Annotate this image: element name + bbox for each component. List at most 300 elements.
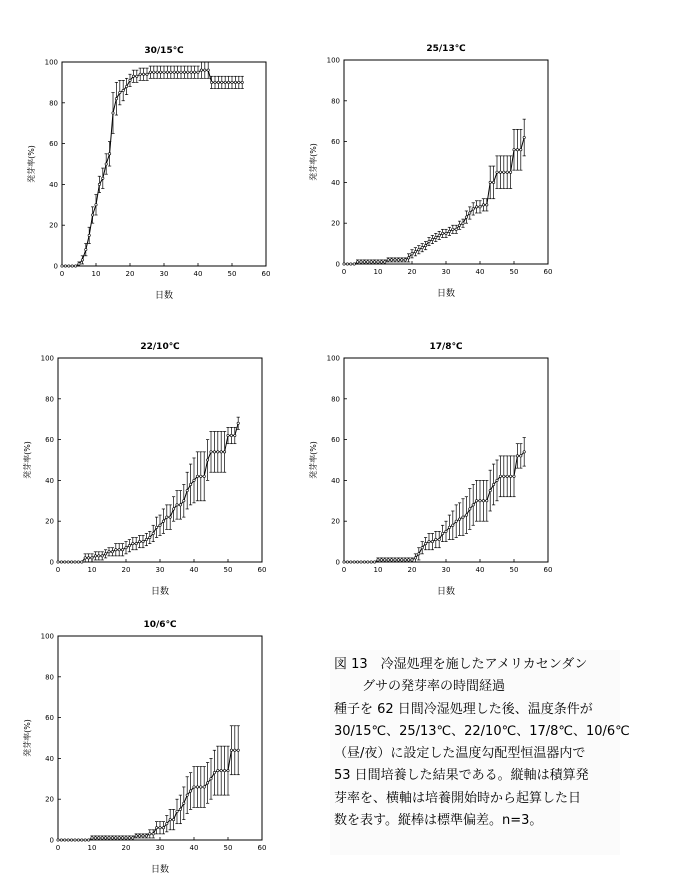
data-point	[217, 81, 219, 83]
data-point	[186, 794, 188, 796]
y-tick-label: 60	[49, 140, 58, 149]
data-point	[108, 153, 110, 155]
data-point	[523, 451, 525, 453]
x-tick-label: 10	[373, 566, 383, 574]
y-axis-label: 発芽率(%)	[23, 441, 32, 479]
x-tick-label: 30	[441, 268, 451, 276]
data-point	[162, 827, 164, 829]
data-point	[145, 538, 147, 540]
data-point	[455, 520, 457, 522]
data-point	[217, 769, 219, 771]
data-point	[70, 561, 72, 563]
data-point	[108, 551, 110, 553]
data-point	[227, 434, 229, 436]
data-point	[88, 234, 90, 236]
data-point	[87, 839, 89, 841]
data-point	[136, 75, 138, 77]
data-point	[60, 561, 62, 563]
data-point	[523, 136, 525, 138]
data-point	[132, 837, 134, 839]
chart-title: 30/15℃	[144, 46, 184, 56]
data-point	[227, 81, 229, 83]
x-tick-label: 10	[373, 268, 383, 276]
data-point	[176, 504, 178, 506]
data-point	[397, 259, 399, 261]
data-point	[520, 149, 522, 151]
x-axis-label: 日数	[150, 865, 170, 875]
data-point	[153, 71, 155, 73]
caption-body-line3: （昼/夜）に設定した温度勾配型恒温器内で	[334, 746, 586, 762]
data-point	[452, 228, 454, 230]
data-point	[458, 224, 460, 226]
data-point	[377, 559, 379, 561]
data-point	[129, 79, 131, 81]
data-point	[125, 85, 127, 87]
data-point	[496, 479, 498, 481]
data-point	[122, 89, 124, 91]
data-point	[448, 230, 450, 232]
data-point	[190, 71, 192, 73]
caption-body-line1: 種子を 62 日間冷湿処理した後、温度条件が	[334, 701, 593, 717]
caption-body-line2: 30/15℃、25/13℃、22/10℃、17/8℃、10/6℃	[334, 723, 630, 739]
data-point	[102, 177, 104, 179]
data-point	[221, 81, 223, 83]
data-point	[91, 837, 93, 839]
data-point	[370, 261, 372, 263]
data-point	[61, 265, 63, 267]
x-tick-label: 60	[257, 844, 267, 852]
data-point	[367, 261, 369, 263]
y-tick-label: 40	[49, 180, 58, 189]
data-point	[438, 234, 440, 236]
x-tick-label: 10	[91, 270, 101, 278]
data-point	[223, 451, 225, 453]
data-point	[81, 839, 83, 841]
data-point	[193, 71, 195, 73]
data-point	[238, 81, 240, 83]
data-point	[414, 251, 416, 253]
data-point	[363, 561, 365, 563]
data-point	[404, 259, 406, 261]
data-point	[516, 455, 518, 457]
data-point	[404, 559, 406, 561]
x-tick-label: 20	[121, 566, 131, 574]
data-point	[159, 827, 161, 829]
data-point	[210, 778, 212, 780]
chart-panel-25-13	[302, 36, 562, 316]
y-tick-label: 80	[331, 97, 340, 106]
data-point	[176, 71, 178, 73]
chart-title: 17/8℃	[429, 342, 463, 352]
data-point	[424, 542, 426, 544]
data-point	[387, 259, 389, 261]
data-point	[142, 835, 144, 837]
x-tick-label: 60	[543, 268, 553, 276]
data-point	[186, 489, 188, 491]
data-point	[125, 837, 127, 839]
x-tick-label: 20	[121, 844, 131, 852]
x-tick-label: 20	[407, 566, 417, 574]
data-point	[206, 459, 208, 461]
chart-svg	[16, 612, 276, 892]
data-point	[159, 71, 161, 73]
data-point	[204, 69, 206, 71]
caption-body-line5: 芽率を、横軸は培養開始時から起算した日	[334, 790, 582, 806]
y-tick-label: 60	[331, 436, 340, 445]
data-point	[121, 549, 123, 551]
data-point	[108, 837, 110, 839]
data-point	[214, 81, 216, 83]
data-point	[139, 73, 141, 75]
data-point	[156, 71, 158, 73]
data-point	[152, 532, 154, 534]
data-point	[71, 265, 73, 267]
data-point	[115, 98, 117, 100]
caption-title-line1: 図 13 冷湿処理を施したアメリカセンダン	[334, 657, 588, 672]
data-point	[180, 71, 182, 73]
x-tick-label: 40	[189, 844, 199, 852]
data-point	[234, 749, 236, 751]
y-tick-label: 20	[49, 221, 58, 230]
x-tick-label: 0	[341, 268, 347, 276]
y-axis-label: 発芽率(%)	[23, 719, 32, 757]
data-point	[172, 818, 174, 820]
data-point	[169, 818, 171, 820]
data-point	[346, 263, 348, 265]
data-point	[411, 253, 413, 255]
data-point	[112, 112, 114, 114]
data-point	[87, 557, 89, 559]
data-point	[200, 69, 202, 71]
x-tick-label: 40	[475, 268, 485, 276]
data-point	[217, 451, 219, 453]
chart-svg	[16, 334, 276, 614]
x-tick-label: 30	[441, 566, 451, 574]
data-point	[145, 835, 147, 837]
data-point	[77, 561, 79, 563]
data-point	[509, 475, 511, 477]
data-point	[166, 822, 168, 824]
data-point	[343, 561, 345, 563]
data-point	[183, 500, 185, 502]
x-tick-label: 60	[261, 270, 271, 278]
data-point	[373, 561, 375, 563]
data-point	[482, 500, 484, 502]
x-tick-label: 30	[155, 566, 165, 574]
data-point	[149, 536, 151, 538]
y-tick-label: 40	[45, 754, 54, 763]
caption-body-line6: 数を表す。縦棒は標準偏差。n=3。	[334, 813, 543, 829]
data-point	[431, 238, 433, 240]
y-tick-label: 80	[45, 673, 54, 682]
x-tick-label: 0	[341, 566, 347, 574]
y-tick-label: 40	[331, 476, 340, 485]
data-point	[196, 786, 198, 788]
data-point	[479, 206, 481, 208]
y-tick-label: 40	[331, 178, 340, 187]
x-tick-label: 50	[509, 566, 519, 574]
data-point	[390, 259, 392, 261]
data-point	[475, 500, 477, 502]
data-point	[356, 261, 358, 263]
data-point	[230, 434, 232, 436]
data-point	[77, 839, 79, 841]
data-point	[166, 71, 168, 73]
data-point	[159, 524, 161, 526]
plot-frame	[62, 62, 266, 266]
y-tick-label: 100	[326, 354, 340, 363]
data-point	[197, 71, 199, 73]
data-point	[152, 833, 154, 835]
data-point	[499, 475, 501, 477]
data-point	[438, 538, 440, 540]
y-tick-label: 20	[45, 795, 54, 804]
data-point	[465, 216, 467, 218]
data-point	[503, 171, 505, 173]
data-point	[210, 81, 212, 83]
data-point	[394, 259, 396, 261]
y-tick-label: 0	[53, 262, 58, 271]
data-point	[70, 839, 72, 841]
data-point	[472, 504, 474, 506]
data-point	[475, 206, 477, 208]
data-point	[74, 265, 76, 267]
data-point	[189, 483, 191, 485]
data-point	[81, 259, 83, 261]
data-point	[111, 837, 113, 839]
data-point	[207, 69, 209, 71]
data-point	[520, 455, 522, 457]
data-point	[445, 530, 447, 532]
data-point	[132, 75, 134, 77]
data-point	[132, 542, 134, 544]
data-point	[78, 263, 80, 265]
chart-svg	[302, 334, 562, 614]
data-point	[115, 549, 117, 551]
data-point	[203, 475, 205, 477]
data-point	[138, 540, 140, 542]
data-point	[384, 261, 386, 263]
data-point	[465, 514, 467, 516]
data-point	[407, 559, 409, 561]
data-point	[121, 837, 123, 839]
x-tick-label: 50	[227, 270, 237, 278]
data-point	[203, 786, 205, 788]
y-tick-label: 80	[45, 395, 54, 404]
data-point	[213, 451, 215, 453]
data-point	[513, 475, 515, 477]
data-point	[363, 261, 365, 263]
data-point	[85, 248, 87, 250]
y-tick-label: 100	[44, 58, 58, 67]
data-point	[67, 839, 69, 841]
data-point	[84, 557, 86, 559]
data-point	[516, 149, 518, 151]
data-point	[64, 561, 66, 563]
data-point	[486, 204, 488, 206]
chart-panel-17-8	[302, 334, 562, 614]
data-point	[223, 769, 225, 771]
data-point	[356, 561, 358, 563]
data-point	[343, 263, 345, 265]
data-point	[489, 181, 491, 183]
x-axis-label: 日数	[150, 587, 170, 597]
data-point	[64, 839, 66, 841]
data-point	[155, 526, 157, 528]
data-point	[64, 265, 66, 267]
data-point	[350, 263, 352, 265]
data-point	[492, 483, 494, 485]
y-tick-label: 20	[331, 517, 340, 526]
data-point	[489, 489, 491, 491]
data-point	[441, 532, 443, 534]
x-tick-label: 40	[189, 566, 199, 574]
data-point	[492, 181, 494, 183]
data-point	[509, 171, 511, 173]
x-tick-label: 10	[87, 844, 97, 852]
data-point	[196, 475, 198, 477]
data-point	[397, 559, 399, 561]
y-tick-label: 60	[45, 436, 54, 445]
data-point	[503, 475, 505, 477]
data-point	[115, 837, 117, 839]
data-point	[224, 81, 226, 83]
data-point	[149, 71, 151, 73]
data-point	[431, 540, 433, 542]
data-point	[401, 559, 403, 561]
data-point	[462, 222, 464, 224]
y-tick-label: 80	[49, 99, 58, 108]
x-tick-label: 50	[223, 566, 233, 574]
data-point	[506, 475, 508, 477]
data-point	[57, 839, 59, 841]
data-point	[458, 518, 460, 520]
data-point	[189, 790, 191, 792]
x-tick-label: 40	[475, 566, 485, 574]
data-point	[193, 479, 195, 481]
data-point	[387, 559, 389, 561]
data-point	[360, 561, 362, 563]
chart-svg	[20, 38, 280, 318]
data-point	[135, 542, 137, 544]
data-point	[506, 171, 508, 173]
data-point	[428, 540, 430, 542]
data-point	[227, 769, 229, 771]
data-point	[237, 749, 239, 751]
data-point	[60, 839, 62, 841]
data-point	[513, 149, 515, 151]
x-tick-label: 30	[159, 270, 169, 278]
data-point	[462, 516, 464, 518]
data-point	[237, 422, 239, 424]
x-axis-label: 日数	[154, 291, 174, 301]
data-point	[169, 516, 171, 518]
y-tick-label: 100	[40, 354, 54, 363]
data-point	[105, 163, 107, 165]
x-tick-label: 40	[193, 270, 203, 278]
chart-panel-10-6	[16, 612, 276, 892]
x-tick-label: 0	[55, 566, 61, 574]
data-point	[173, 71, 175, 73]
data-point	[424, 244, 426, 246]
y-tick-label: 0	[49, 558, 54, 567]
data-point	[469, 508, 471, 510]
data-point	[98, 555, 100, 557]
data-point	[421, 246, 423, 248]
data-point	[482, 204, 484, 206]
data-point	[350, 561, 352, 563]
data-point	[384, 559, 386, 561]
chart-title: 25/13℃	[426, 44, 466, 54]
data-point	[68, 265, 70, 267]
data-point	[452, 524, 454, 526]
data-point	[479, 500, 481, 502]
data-point	[472, 208, 474, 210]
x-tick-label: 0	[59, 270, 65, 278]
data-point	[149, 833, 151, 835]
data-point	[367, 561, 369, 563]
chart-panel-30-15	[20, 38, 280, 318]
y-tick-label: 0	[49, 836, 54, 845]
data-point	[138, 835, 140, 837]
y-tick-label: 100	[326, 56, 340, 65]
data-point	[414, 557, 416, 559]
y-tick-label: 20	[45, 517, 54, 526]
data-point	[101, 837, 103, 839]
x-axis-label: 日数	[436, 289, 456, 299]
data-point	[94, 555, 96, 557]
data-point	[74, 839, 76, 841]
data-point	[187, 71, 189, 73]
caption-body-line4: 53 日間培養した結果である。縦軸は積算発	[334, 768, 589, 784]
data-point	[183, 802, 185, 804]
data-point	[200, 786, 202, 788]
data-point	[210, 451, 212, 453]
x-tick-label: 50	[223, 844, 233, 852]
data-point	[418, 553, 420, 555]
data-point	[183, 71, 185, 73]
data-point	[135, 835, 137, 837]
y-tick-label: 100	[40, 632, 54, 641]
data-point	[234, 434, 236, 436]
y-tick-label: 0	[335, 260, 340, 269]
x-axis-label: 日数	[436, 587, 456, 597]
data-point	[346, 561, 348, 563]
data-point	[57, 561, 59, 563]
data-point	[162, 520, 164, 522]
data-point	[213, 771, 215, 773]
x-tick-label: 30	[155, 844, 165, 852]
data-point	[91, 214, 93, 216]
data-point	[220, 769, 222, 771]
data-point	[84, 839, 86, 841]
data-point	[119, 91, 121, 93]
y-tick-label: 20	[331, 219, 340, 228]
data-point	[155, 827, 157, 829]
data-point	[128, 837, 130, 839]
data-point	[81, 561, 83, 563]
data-point	[67, 561, 69, 563]
data-point	[370, 561, 372, 563]
data-point	[360, 261, 362, 263]
data-point	[125, 547, 127, 549]
x-tick-label: 20	[407, 268, 417, 276]
data-point	[74, 561, 76, 563]
data-point	[98, 837, 100, 839]
data-point	[380, 261, 382, 263]
x-tick-label: 60	[257, 566, 267, 574]
data-point	[118, 549, 120, 551]
